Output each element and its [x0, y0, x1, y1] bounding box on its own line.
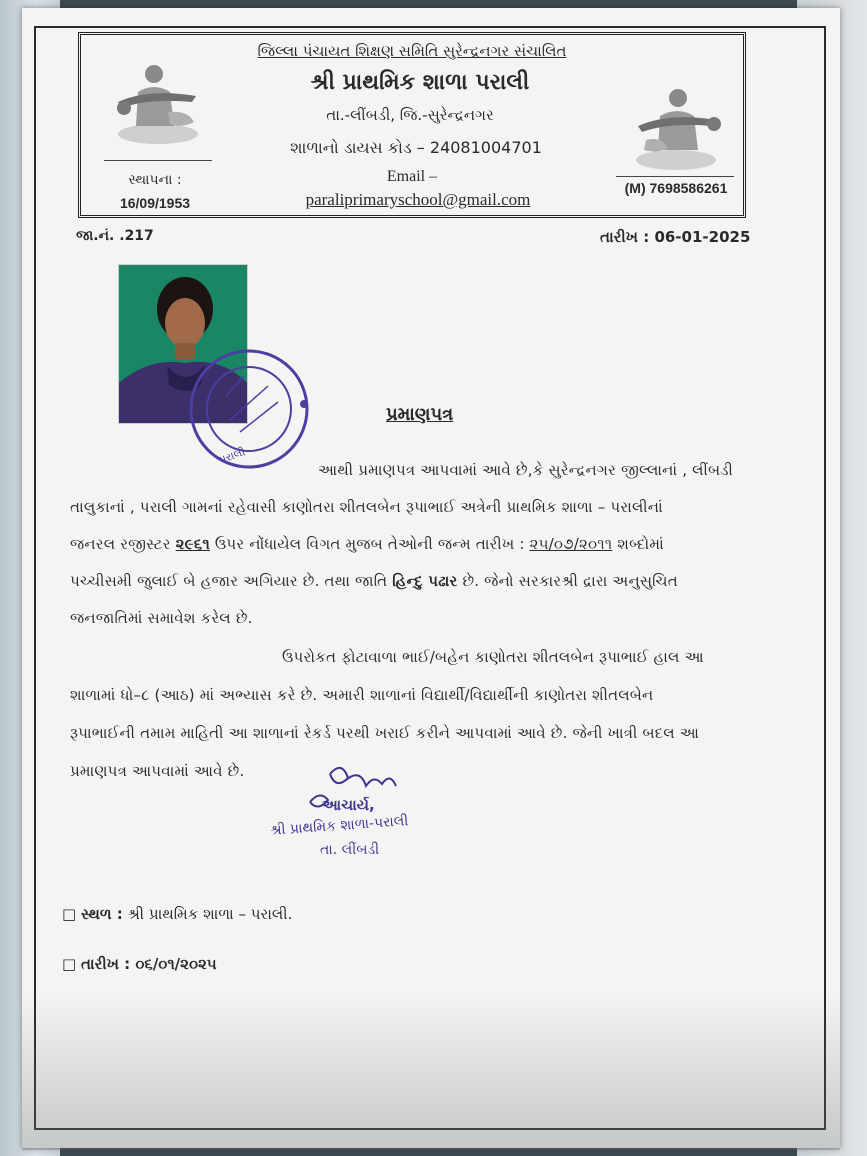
school-address: તા.-લીંબડી, જિ.-સુરેન્દ્રનગર — [326, 106, 494, 124]
school-name: શ્રી પ્રાથમિક શાળા પરાલી — [310, 70, 530, 95]
birthdate-label: ઉપર નોંધાયેલ વિગત મુજબ તેઓની જન્મ તારીખ : — [209, 535, 530, 553]
body-line-7: શાળામાં ધો–૮ (આઠ) માં અભ્યાસ કરે છે. અમારી શાળાનાં વિદ્યાર્થી/વિદ્યાર્થીની કાણોતરા શીતલબેન — [70, 686, 654, 704]
saraswati-emblem-left — [108, 52, 208, 152]
body-line-5: જનજાતિમાં સમાવેશ કરેલ છે. — [70, 609, 253, 627]
place-bullet-icon: □ — [62, 905, 81, 923]
svg-text:પરાલી: પરાલી — [217, 445, 247, 467]
reference-number: જા.નં. .217 — [76, 228, 154, 244]
body-line-3 — [70, 535, 664, 553]
caste-note: છે. જેનો સરકારશ્રી દ્રારા અનુસુચિત — [457, 572, 678, 590]
principal-role: આચાર્ય, — [322, 796, 375, 814]
established-date: 16/09/1953 — [119, 195, 191, 211]
certificate-title: પ્રમાણપત્ર — [386, 404, 454, 425]
saraswati-emblem-right — [626, 78, 726, 178]
in-words-label: શબ્દોમાં — [612, 535, 664, 553]
emblem-right-rule — [616, 176, 734, 177]
emblem-left-rule — [104, 160, 212, 161]
caste-value: હિન્દુ પઢાર — [392, 572, 458, 590]
email-label: Email – — [386, 168, 438, 185]
date-label: તારીખ : — [80, 955, 131, 973]
dise-code: શાળાનો ડાયસ કોડ – 24081004701 — [290, 138, 542, 157]
body-line-4 — [70, 572, 678, 590]
register-number: ૨૯૬૧ — [175, 535, 210, 553]
signature-school-name: શ્રી પ્રાથમિક શાળા-પરાલી — [269, 813, 409, 839]
body-line-9: પ્રમાણપત્ર આપવામાં આવે છે. — [70, 762, 245, 780]
school-stamp — [186, 346, 312, 472]
register-label: જનરલ રજીસ્ટર — [70, 535, 176, 553]
letter-date: તારીખ : 06-01-2025 — [600, 228, 751, 246]
place-label: સ્થળ : — [80, 905, 123, 923]
managed-by-text: જિલ્લા પંચાયત શિક્ષણ સમિતિ સુરેન્દ્રનગર સંચાલિત — [257, 42, 567, 60]
date-bullet-icon: □ — [62, 955, 81, 973]
established-label: સ્થાપના : — [128, 172, 182, 188]
footer-date — [62, 955, 217, 973]
birthdate-value: ૨૫/૦૭/૨૦૧૧ — [529, 535, 613, 553]
birthdate-words: પચ્ચીસમી જુલાઈ બે હજાર અગિયાર છે. તથા જાતિ — [70, 572, 393, 590]
footer-place — [62, 905, 292, 923]
mobile-number: (M) 7698586261 — [624, 180, 728, 196]
date-value: ૦૬/૦૧/૨૦૨૫ — [130, 955, 217, 973]
signature-taluka: તા. લીંબડી — [320, 842, 380, 858]
body-line-6: ઉપરોકત ફોટાવાળા ભાઈ/બહેન કાણોતરા શીતલબેન રૂપાભાઈ હાલ આ — [282, 648, 704, 666]
body-line-1: આથી પ્રમાણપત્ર આપવામાં આવે છે,કે સુરેન્દ્રનગર જીલ્લાનાં , લીંબડી — [318, 461, 733, 479]
body-line-2: તાલુકાનાં , પરાલી ગામનાં રહેવાસી કાણોતરા શીતલબેન રૂપાભાઈ અત્રેની પ્રાથમિક શાળા – પરાલીનાં — [70, 498, 663, 516]
school-email[interactable]: paraliprimaryschool@gmail.com — [305, 190, 531, 209]
body-line-8: રૂપાભાઈની તમામ માહિતી આ શાળાનાં રેકર્ડ પરથી ખરાઈ કરીને આપવામાં આવે છે. જેની ખાત્રી બદલ આ — [70, 724, 700, 742]
place-value: શ્રી પ્રાથમિક શાળા – પરાલી. — [122, 905, 293, 923]
